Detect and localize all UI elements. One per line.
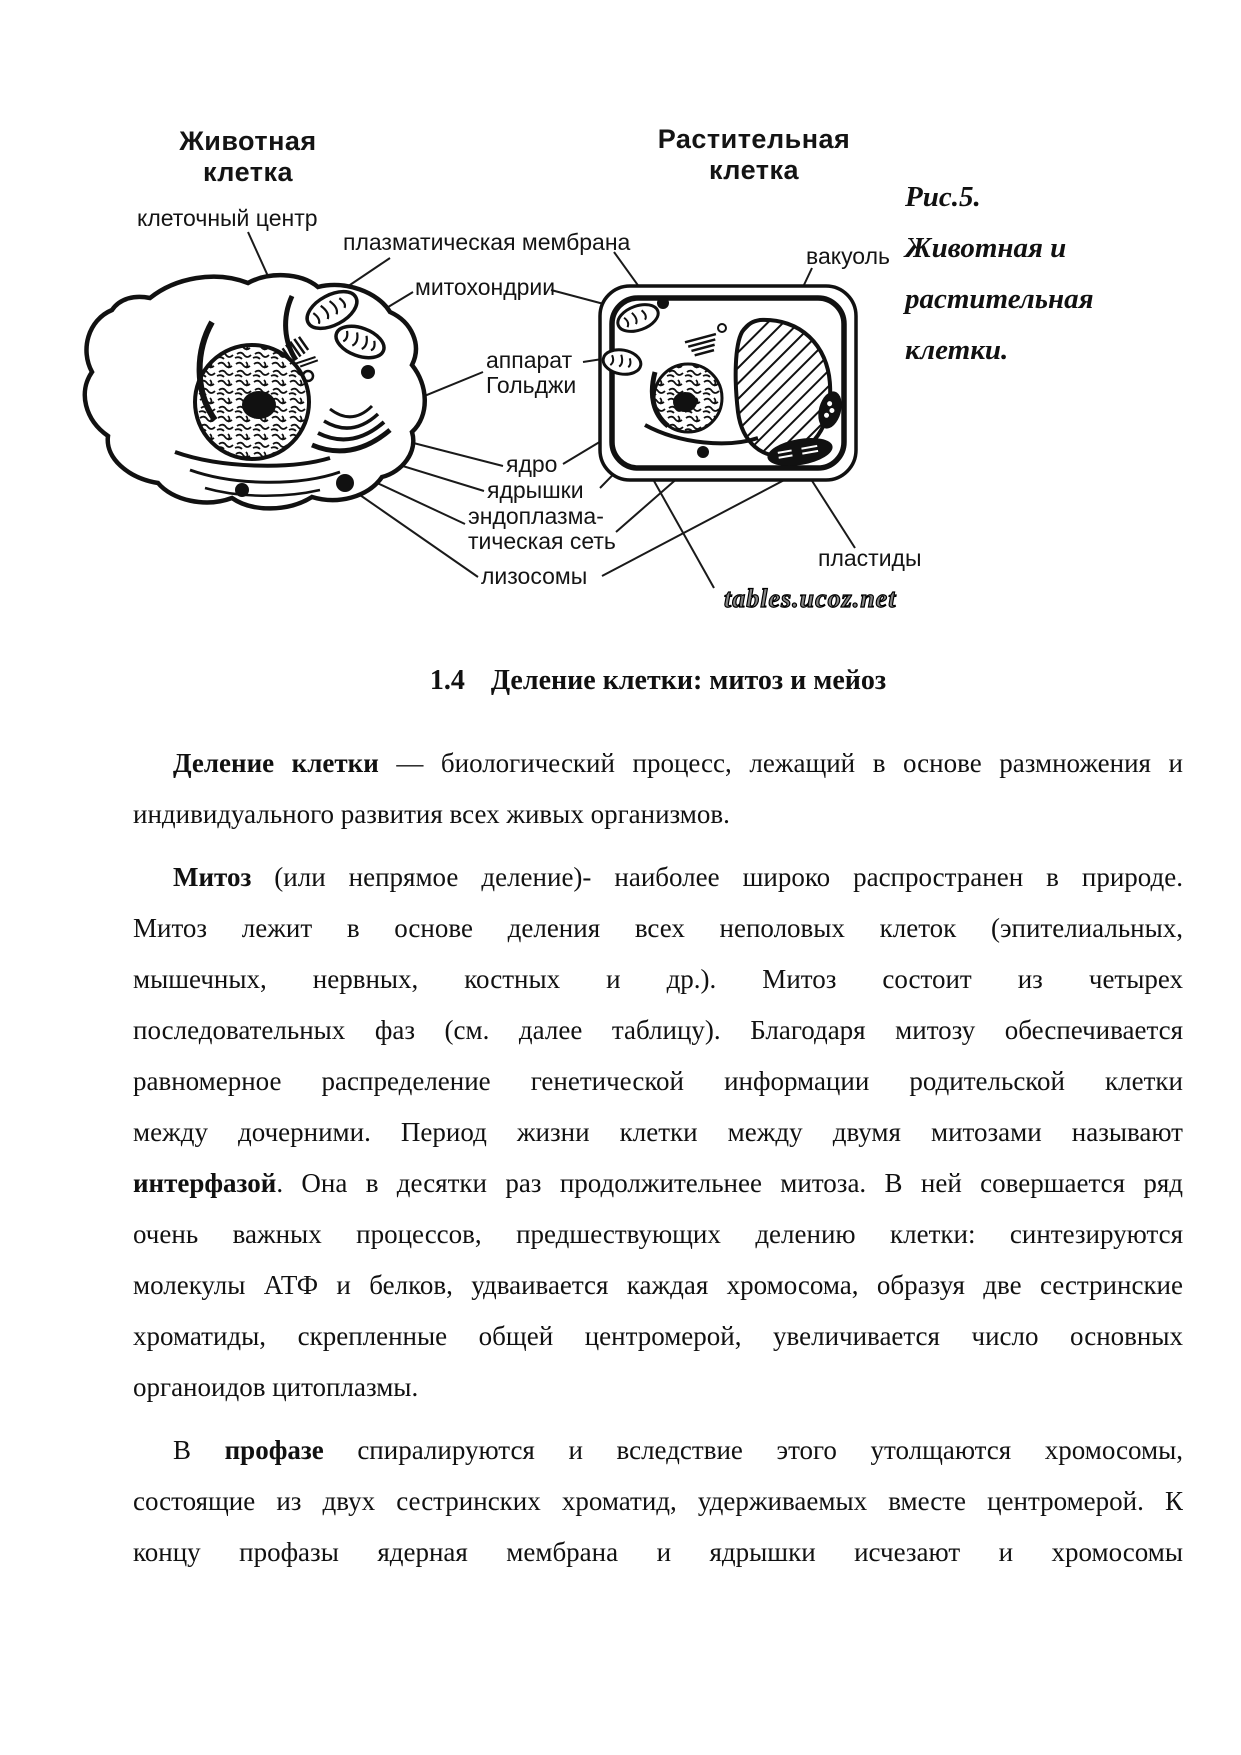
label-golgi: аппарат Гольджи [486,347,577,398]
text-line: органоидов цитоплазмы. [133,1372,419,1402]
text-line: Митоз лежит в основе деления всех неполовых клеток (эпителиальных, [133,913,1183,943]
text-line: интерфазой. Она в десятки раз продолжительнее митоза. В ней совершается ряд [133,1168,1183,1198]
label-mitochondria: митохондрии [415,274,556,300]
caption-line: Животная и [905,232,1067,264]
text-line: состоящие из двух сестринских хроматид, удерживаемых вместе центромерой. К [133,1486,1183,1516]
text-line: последовательных фаз (см. далее таблицу). Благодаря митозу обеспечивается [133,1015,1183,1045]
caption-line: клетки. [905,334,1009,366]
animal-cell-title: Животная клетка [179,126,317,187]
watermark-text: tables.ucoz.net [724,584,897,613]
caption-line: Рис.5. [905,181,981,213]
text-line: Митоз (или непрямое деление)- наиболее широко распространен в природе. [173,862,1183,892]
paragraph [133,738,1183,840]
paragraph [133,852,1183,1413]
text-line: мышечных, нервных, костных и др.). Митоз состоит из четырех [133,964,1183,994]
label-lysosomes: лизосомы [481,563,588,589]
label-endoplasmic-reticulum: эндоплазма- тическая сеть [468,503,616,554]
text-line: индивидуального развития всех живых организмов. [133,799,730,829]
label-nucleoli: ядрышки [487,477,584,503]
text-line: равномерное распределение генетической информации родительской клетки [133,1066,1183,1096]
plant-cell-title: Растительная клетка [657,124,851,185]
section-number: 1.4 [429,665,465,696]
animal-cell-drawing [85,275,425,508]
figure-caption [905,172,1205,376]
text-line: концу профазы ядерная мембрана и ядрышки исчезают и хромосомы [133,1537,1183,1567]
text-line: между дочерними. Период жизни клетки между двумя митозами называют [133,1117,1183,1147]
label-plastids: пластиды [818,545,922,571]
paragraph [133,1425,1183,1578]
text-line: молекулы АТФ и белков, удваивается каждая хромосома, образуя две сестринские [133,1270,1183,1300]
body-text [133,738,1183,1578]
section-title: Деление клетки: митоз и мейоз [490,665,887,696]
plant-cell-drawing [600,286,856,480]
label-nucleus: ядро [506,451,558,477]
label-cell-center: клеточный центр [137,205,318,231]
label-plasma-membrane: плазматическая мембрана [343,229,631,255]
text-line: очень важных процессов, предшествующих делению клетки: синтезируются [133,1219,1183,1249]
caption-line: растительная [905,283,1094,315]
cells-figure [0,0,1241,660]
text-line: В профазе спиралируются и вследствие этого утолщаются хромосомы, [173,1435,1183,1465]
section-heading [133,664,1183,698]
label-vacuole: вакуоль [806,243,890,269]
text-line: хроматиды, скрепленные общей центромерой, увеличивается число основных [133,1321,1183,1351]
text-line: Деление клетки — биологический процесс, лежащий в основе размножения и [173,748,1183,778]
